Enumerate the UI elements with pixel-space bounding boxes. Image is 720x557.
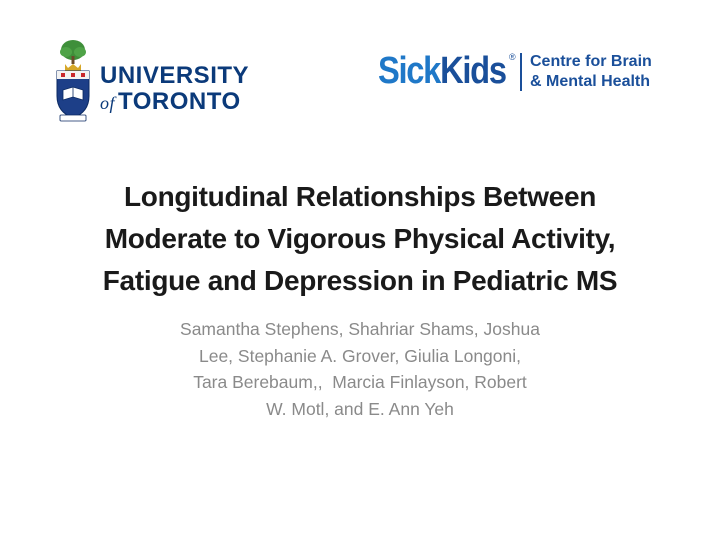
- university-of-toronto-logo: [52, 38, 250, 122]
- title-line: Moderate to Vigorous Physical Activity,: [104, 223, 616, 254]
- centre-name-line1: Centre for Brain: [530, 53, 652, 70]
- registered-mark: ®: [509, 52, 516, 62]
- sickkids-logo: [378, 48, 678, 98]
- university-crest-icon: [52, 38, 94, 122]
- uoft-wordmark-toronto: TORONTO: [118, 88, 241, 115]
- author-list: [100, 316, 620, 422]
- uoft-wordmark: [100, 63, 249, 116]
- author-line: Samantha Stephens, Shahriar Shams, Joshua: [180, 319, 540, 339]
- author-line: Tara Berebaum,, Marcia Finlayson, Robert: [193, 372, 527, 392]
- uoft-wordmark-line1: UNIVERSITY: [100, 62, 250, 89]
- uoft-wordmark-line2: [100, 89, 249, 116]
- slide-title: [30, 176, 690, 302]
- logo-divider: [520, 53, 522, 91]
- title-line: Fatigue and Depression in Pediatric MS: [102, 265, 618, 296]
- author-line: Lee, Stephanie A. Grover, Giulia Longoni,: [198, 345, 522, 366]
- uoft-wordmark-of: of: [100, 93, 116, 113]
- author-line: W. Motl, and E. Ann Yeh: [266, 398, 454, 419]
- sickkids-wordmark-kids: Kids: [440, 50, 506, 92]
- centre-name-line2: & Mental Health: [530, 73, 651, 90]
- sickkids-wordmark-sick: Sick: [378, 50, 441, 92]
- sickkids-wordmark: [378, 50, 506, 92]
- centre-name: [530, 52, 652, 92]
- title-line: Longitudinal Relationships Between: [123, 181, 597, 212]
